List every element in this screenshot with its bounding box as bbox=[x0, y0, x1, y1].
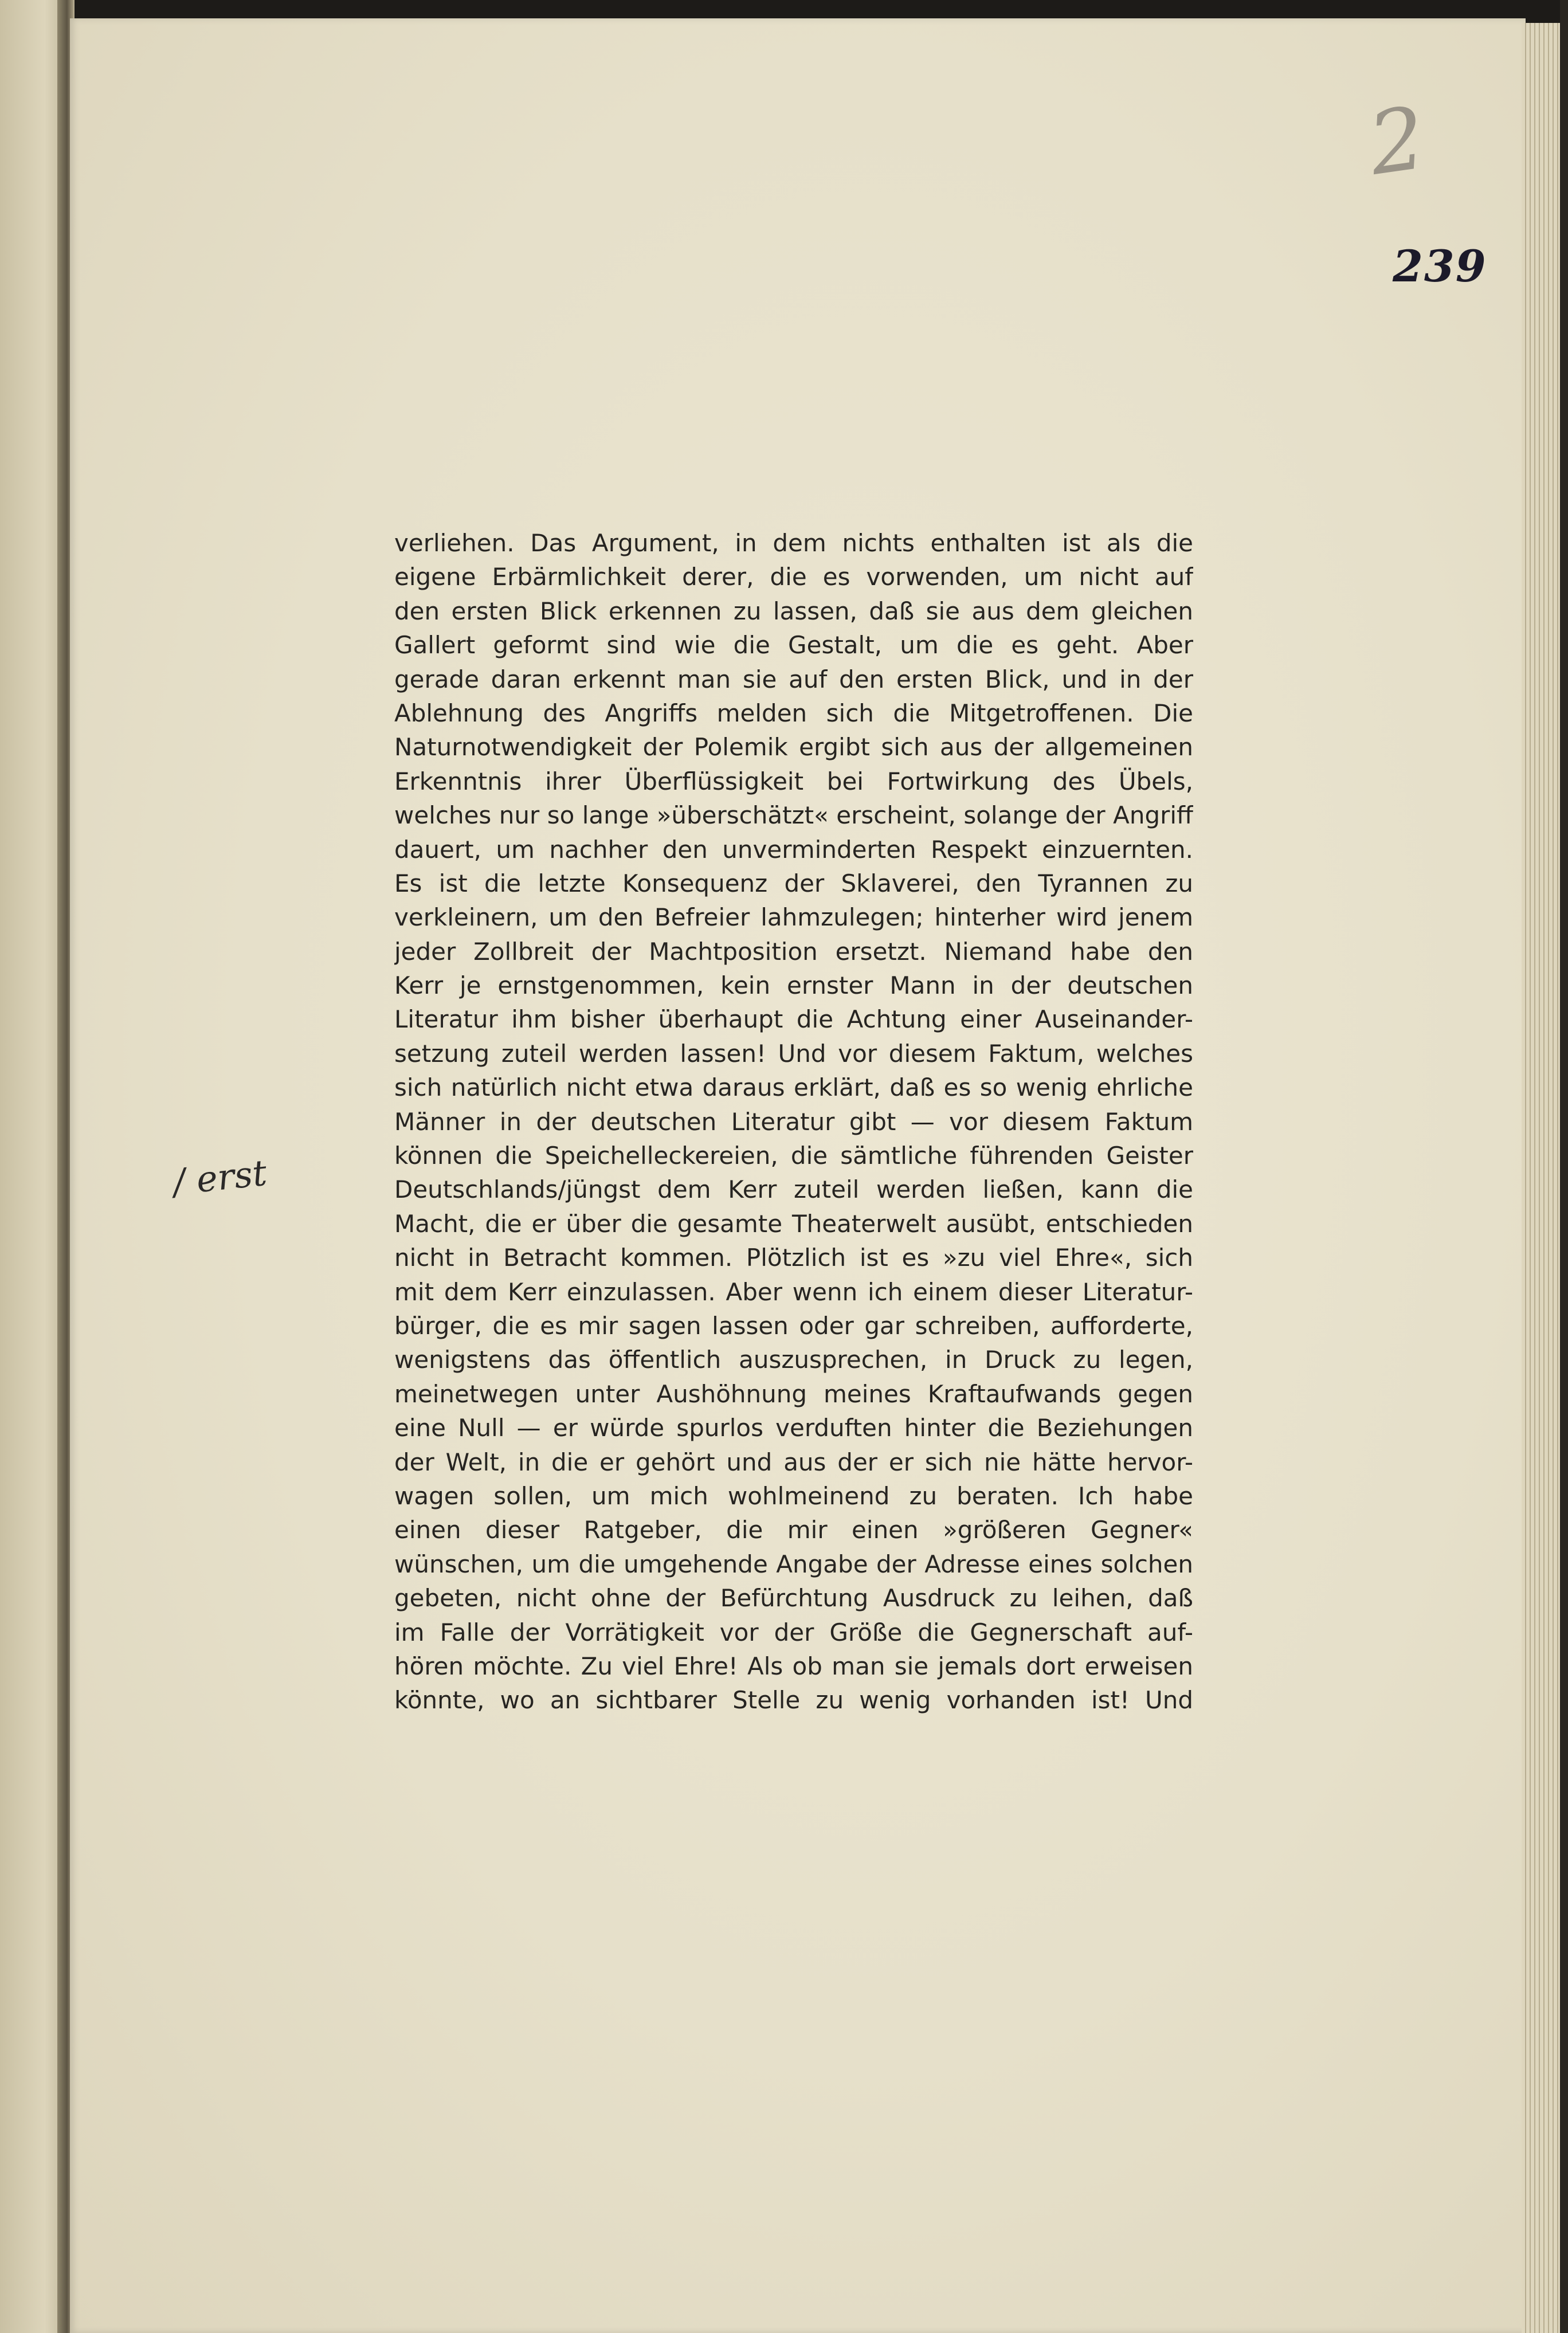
text-line: bürger, die es mir sagen lassen oder gar schreiben, aufforderte, bbox=[394, 1311, 1193, 1340]
text-line: meinetwegen unter Aushöhnung meines Kraftaufwands gegen bbox=[394, 1379, 1193, 1408]
text-line: Gallert geformt sind wie die Gestalt, um die es geht. Aber bbox=[394, 631, 1193, 660]
text-line: Deutschlands/jüngst dem Kerr zuteil werden ließen, kann die bbox=[394, 1175, 1193, 1204]
text-line: jeder Zollbreit der Machtposition ersetzt. Niemand habe den bbox=[394, 937, 1193, 966]
text-line: Naturnotwendigkeit der Polemik ergibt sich aus der allgemeinen bbox=[394, 733, 1193, 762]
text-line: hören möchte. Zu viel Ehre! Als ob man sie jemals dort erweisen bbox=[394, 1652, 1193, 1680]
text-line: verliehen. Das Argument, in dem nichts enthalten ist als die bbox=[394, 529, 1193, 557]
text-line: Erkenntnis ihrer Überflüssigkeit bei Fortwirkung des Übels, bbox=[394, 767, 1193, 795]
text-line: eigene Erbärmlichkeit derer, die es vorwenden, um nicht auf bbox=[394, 563, 1193, 591]
text-line: Kerr je ernstgenommen, kein ernster Mann in der deutschen bbox=[394, 971, 1193, 1000]
text-line: Macht, die er über die gesamte Theaterwelt ausübt, entschieden bbox=[394, 1209, 1193, 1238]
text-line: gerade daran erkennt man sie auf den ersten Blick, und in der bbox=[394, 665, 1193, 693]
scan-background-right bbox=[1560, 0, 1568, 2333]
body-text bbox=[394, 526, 1193, 1718]
text-line: gebeten, nicht ohne der Befürchtung Ausdruck zu leihen, daß bbox=[394, 1584, 1193, 1613]
text-line: Männer in der deutschen Literatur gibt — vor diesem Faktum bbox=[394, 1107, 1193, 1136]
text-line: einen dieser Ratgeber, die mir einen »größeren Gegner« bbox=[394, 1516, 1193, 1544]
text-line: wenigstens das öffentlich auszusprechen, in Druck zu legen, bbox=[394, 1346, 1193, 1374]
text-line: den ersten Blick erkennen zu lassen, daß sie aus dem gleichen bbox=[394, 597, 1193, 625]
text-line: verkleinern, um den Befreier lahmzulegen; hinterher wird jenem bbox=[394, 903, 1193, 932]
text-line: Ablehnung des Angriffs melden sich die Mitgetroffenen. Die bbox=[394, 699, 1193, 727]
text-line: Literatur ihm bisher überhaupt die Achtung einer Auseinander- bbox=[394, 1005, 1193, 1034]
text-line: eine Null — er würde spurlos verduften hinter die Beziehungen bbox=[394, 1414, 1193, 1442]
text-line: nicht in Betracht kommen. Plötzlich ist es »zu viel Ehre«, sich bbox=[394, 1244, 1193, 1272]
text-line: können die Speichelleckereien, die sämtliche führenden Geister bbox=[394, 1142, 1193, 1170]
text-line: wagen sollen, um mich wohlmeinend zu beraten. Ich habe bbox=[394, 1481, 1193, 1510]
text-line: setzung zuteil werden lassen! Und vor diesem Faktum, welches bbox=[394, 1039, 1193, 1068]
handwritten-page-number: 239 bbox=[1393, 241, 1487, 292]
pencil-sheet-number: 2 bbox=[1363, 88, 1432, 195]
text-line: wünschen, um die umgehende Angabe der Adresse eines solchen bbox=[394, 1550, 1193, 1578]
text-line: Es ist die letzte Konsequenz der Sklaverei, den Tyrannen zu bbox=[394, 869, 1193, 897]
text-line: welches nur so lange »überschätzt« erscheint, solange der Angriff bbox=[394, 801, 1193, 830]
text-line: sich natürlich nicht etwa daraus erklärt, daß es so wenig ehrliche bbox=[394, 1073, 1193, 1102]
text-line: mit dem Kerr einzulassen. Aber wenn ich einem dieser Literatur- bbox=[394, 1277, 1193, 1306]
text-line: könnte, wo an sichtbarer Stelle zu wenig vorhanden ist! Und bbox=[394, 1686, 1193, 1715]
margin-correction-note: / erst bbox=[171, 1151, 269, 1203]
text-line: dauert, um nachher den unverminderten Respekt einzuernten. bbox=[394, 835, 1193, 864]
text-line: der Welt, in die er gehört und aus der er sich nie hätte hervor- bbox=[394, 1448, 1193, 1476]
text-line: im Falle der Vorrätigkeit vor der Größe die Gegnerschaft auf- bbox=[394, 1618, 1193, 1646]
